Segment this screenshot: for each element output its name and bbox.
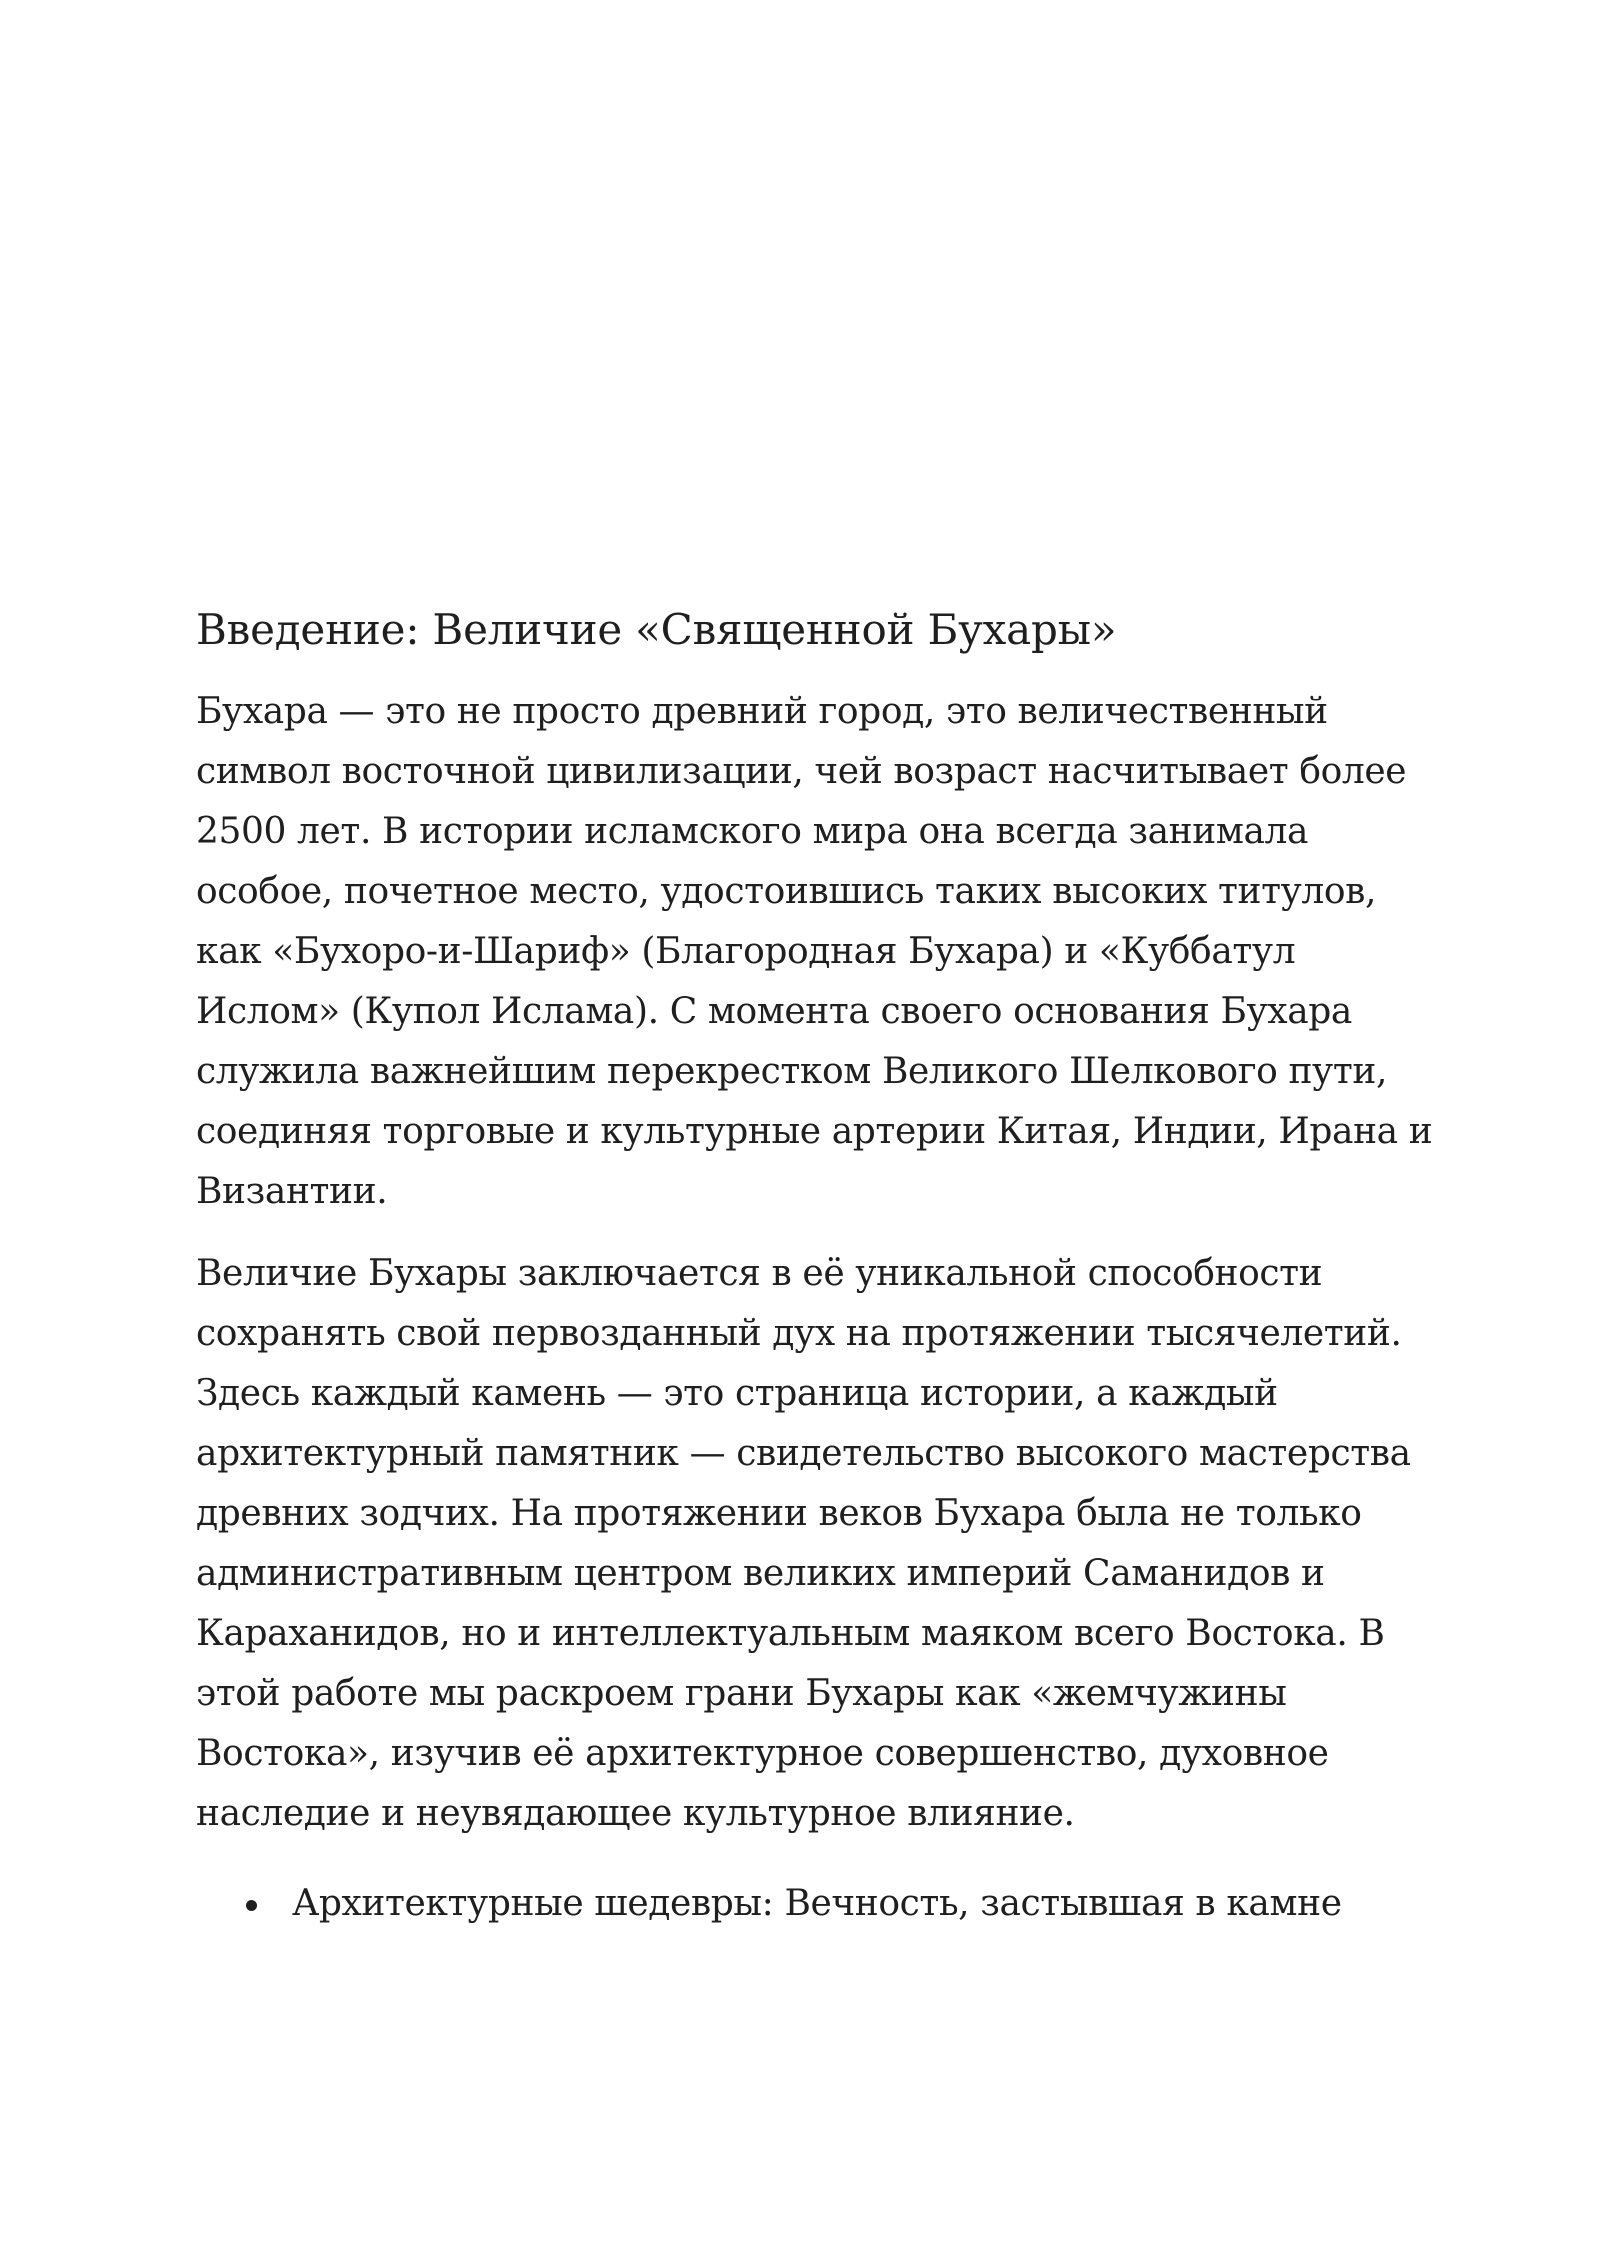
document-body bbox=[196, 600, 1436, 1934]
bullet-text: Архитектурные шедевры: Вечность, застывшая в камне bbox=[292, 1883, 1342, 1924]
body-paragraph: Величие Бухары заключается в её уникальной способности сохранять свой первозданный дух на протяжении тысячелетий. Здесь каждый камень — это страница истории, а каждый архитектурный памятник — свидетельство высокого мастерства древних зодчих. На протяжении веков Бухара была не только административным центром великих империй Саманидов и Караханидов, но и интеллектуальным маяком всего Востока. В этой работе мы раскроем грани Бухары как «жемчужины Востока», изучив её архитектурное совершенство, духовное наследие и неувядающее культурное влияние. bbox=[196, 1253, 1411, 1834]
bullet-list-item bbox=[196, 1874, 1436, 1934]
bullet-list bbox=[196, 1874, 1436, 1934]
bullet-icon bbox=[246, 1900, 257, 1911]
body-paragraph: Бухара — это не просто древний город, это величественный символ восточной цивилизации, чей возраст насчитывает более 2500 лет. В истории исламского мира она всегда занимала особое, почетное место, удостоившись таких высоких титулов, как «Бухоро-и-Шариф» (Благородная Бухара) и «Куббатул Ислом» (Купол Ислама). С момента своего основания Бухара служила важнейшим перекрестком Великого Шелкового пути, соединяя торговые и культурные артерии Китая, Индии, Ирана и Византии. bbox=[196, 691, 1433, 1212]
section-heading: Введение: Величие «Священной Бухары» bbox=[196, 605, 1117, 654]
